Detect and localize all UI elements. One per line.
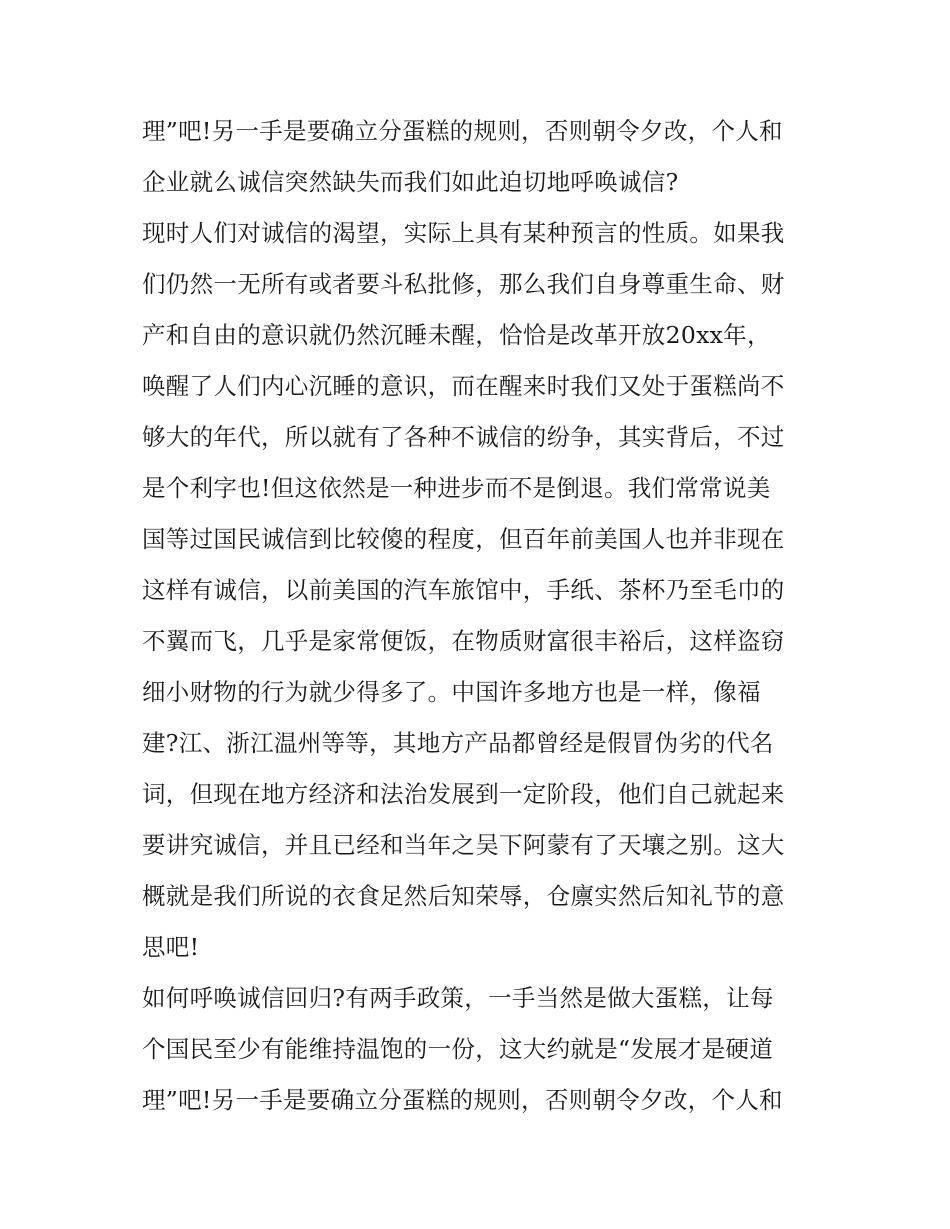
text-line: 唤醒了人们内心沉睡的意识，而在醒来时我们又处于蛋糕尚不 — [142, 372, 785, 400]
text-line: 要讲究诚信，并且已经和当年之吴下阿蒙有了天壤之别。这大 — [142, 831, 785, 859]
text-line: 建?江、浙江温州等等，其地方产品都曾经是假冒伪劣的代名 — [142, 729, 774, 757]
text-line: 思吧! — [142, 933, 200, 961]
text-line: 理”吧!另一手是要确立分蛋糕的规则，否则朝令夕改，个人和 — [142, 1086, 783, 1114]
text-line: 现时人们对诚信的渴望，实际上具有某种预言的性质。如果我 — [142, 219, 785, 247]
text-line: 这样有诚信，以前美国的汽车旅馆中，手纸、茶杯乃至毛巾的 — [142, 576, 785, 604]
text-line: 细小财物的行为就少得多了。中国许多地方也是一样，像福 — [142, 678, 761, 706]
body-text — [142, 106, 822, 1126]
text-line: 概就是我们所说的衣食足然后知荣辱，仓廪实然后知礼节的意 — [142, 882, 785, 910]
text-line: 是个利字也!但这依然是一种进步而不是倒退。我们常常说美 — [142, 474, 771, 502]
text-line: 理”吧!另一手是要确立分蛋糕的规则，否则朝令夕改，个人和 — [142, 117, 783, 145]
text-line: 国等过国民诚信到比较傻的程度，但百年前美国人也并非现在 — [142, 525, 785, 553]
text-line: 产和自由的意识就仍然沉睡未醒，恰恰是改革开放20xx年， — [142, 321, 771, 349]
text-line: 不翼而飞，几乎是家常便饭，在物质财富很丰裕后，这样盗窃 — [142, 627, 785, 655]
text-line: 企业就么诚信突然缺失而我们如此迫切地呼唤诚信? — [142, 168, 679, 196]
text-line: 们仍然一无所有或者要斗私批修，那么我们自身尊重生命、财 — [142, 270, 785, 298]
text-line: 够大的年代，所以就有了各种不诚信的纷争，其实背后，不过 — [142, 423, 785, 451]
text-line: 个国民至少有能维持温饱的一份，这大约就是“发展才是硬道 — [142, 1035, 774, 1063]
text-line: 如何呼唤诚信回归?有两手政策，一手当然是做大蛋糕，让每 — [142, 984, 774, 1012]
text-line: 词，但现在地方经济和法治发展到一定阶段，他们自己就起来 — [142, 780, 785, 808]
